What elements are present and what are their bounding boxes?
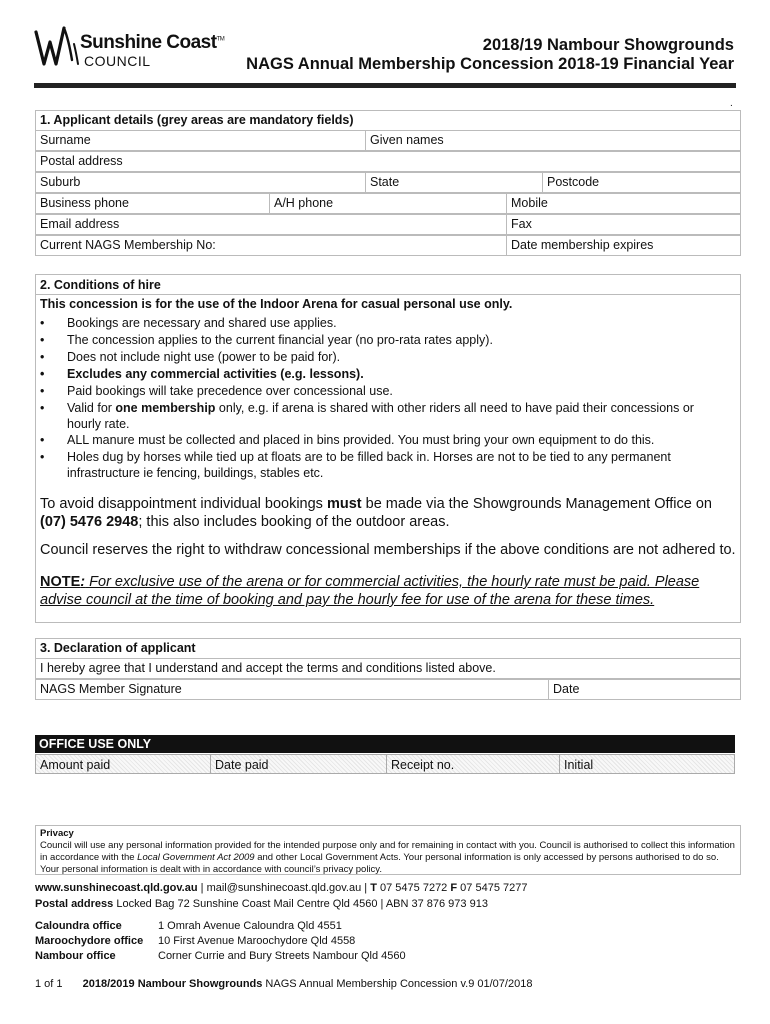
business-phone-field[interactable]: Business phone — [40, 196, 129, 210]
office-use-title: OFFICE USE ONLY — [35, 735, 735, 753]
abn-text: ABN 37 876 973 913 — [385, 898, 488, 910]
postcode-field[interactable]: Postcode — [542, 173, 740, 192]
office-nambour: Nambour office Corner Currie and Bury Streets Nambour Qld 4560 — [35, 950, 406, 962]
section3-title: 3. Declaration of applicant — [40, 641, 196, 655]
office-use-section — [35, 735, 735, 774]
membership-no-field[interactable]: Current NAGS Membership No: — [40, 238, 216, 252]
suburb-field[interactable]: Suburb — [40, 175, 81, 189]
council-logo — [34, 24, 234, 74]
header-divider — [34, 83, 736, 88]
conditions-lead: This concession is for the use of the Indoor Arena for casual personal use only. — [40, 297, 513, 311]
declaration-date-field[interactable]: Date — [548, 680, 740, 699]
privacy-box — [35, 825, 741, 875]
amount-paid-field[interactable]: Amount paid — [35, 754, 211, 774]
stray-dot: . — [730, 98, 733, 109]
receipt-no-field[interactable]: Receipt no. — [386, 754, 560, 774]
logo-sub-text: COUNCIL — [84, 53, 151, 69]
row-postal — [35, 151, 741, 172]
page-title: 2018/19 Nambour Showgrounds — [482, 36, 734, 54]
row-agree — [35, 658, 741, 679]
conditions-section: 2. Conditions of hire This concession is for the use of the Indoor Arena for casual personal use only. • Bookings are necessary and shared use applies. • The concession applies to the current financial year (no pro-rata rates apply). • Does not include night use (power to be paid for). • Excludes any commercial activities (e.g. lessons). • Paid bookings will take precedence over concessional use. • Valid for one membership only, e.g. if arena is shared with other riders all need to have paid their concessions or hourly rate. • ALL manure must be collected and placed in bins provided. You must bring your own equipment to do this. • Holes dug by horses while tied up at floats are to be filled back in. Horses are not to be tied to any permanent infrastructure ie fencing, buildings, stables etc. To avoid disappointment individual bookings must be made via the Showgrounds Management Office on (07) 5476 2948; this also includes booking of the outdoor areas. Council reserves the right to withdraw concessional memberships if the above conditions are not adhered to. NOTE: For exclusive use of the arena or for commercial activities, the hourly rate must be paid. Please advise council at the time of booking and pay the hourly fee for use of the arena for these times. — [35, 274, 741, 623]
section1-header — [35, 110, 741, 131]
signature-field[interactable]: NAGS Member Signature — [40, 682, 182, 696]
date-paid-field[interactable]: Date paid — [210, 754, 387, 774]
row-phones — [35, 193, 741, 214]
ah-phone-field[interactable]: A/H phone — [269, 194, 507, 213]
website-link[interactable]: www.sunshinecoast.qld.gov.au — [35, 882, 198, 894]
row-signature — [35, 679, 741, 700]
given-names-field[interactable]: Given names — [365, 131, 741, 150]
row-email — [35, 214, 741, 235]
office-maroochydore: Maroochydore office 10 First Avenue Maroochydore Qld 4558 — [35, 935, 356, 947]
fax-field[interactable]: Fax — [506, 215, 740, 234]
row-names — [35, 130, 741, 151]
membership-expires-field[interactable]: Date membership expires — [506, 236, 740, 255]
note-paragraph: NOTE: For exclusive use of the arena or for commercial activities, the hourly rate must be paid. Please advise council at the time of booking and pay the hourly fee for use of the arena for these times. — [40, 574, 700, 608]
section3-header — [35, 638, 741, 659]
postal-line: Postal address Locked Bag 72 Sunshine Coast Mail Centre Qld 4560 | ABN 37 876 973 913 — [35, 898, 488, 910]
email-link[interactable]: mail@sunshinecoast.qld.gov.au — [206, 882, 362, 894]
initial-field[interactable]: Initial — [559, 754, 735, 774]
page-number: 1 of 1 — [35, 978, 63, 990]
logo-brand-text: Sunshine Coast™ — [80, 32, 225, 53]
email-field[interactable]: Email address — [40, 217, 120, 231]
booking-paragraph: To avoid disappointment individual bookings must be made via the Showgrounds Management Office on (07) 5476 2948; this also includes booking of the outdoor areas. — [40, 496, 712, 530]
privacy-title: Privacy — [40, 828, 74, 839]
logo-mark-icon — [34, 24, 82, 70]
surname-field[interactable]: Surname — [40, 133, 91, 147]
fax-number: 07 5475 7277 — [460, 882, 528, 894]
section2-title: 2. Conditions of hire — [36, 275, 740, 295]
page-footer: 1 of 1 2018/2019 Nambour Showgrounds NAGS Annual Membership Concession v.9 01/07/2018 — [35, 978, 533, 990]
section1-title: 1. Applicant details (grey areas are mandatory fields) — [40, 113, 354, 127]
privacy-text: Council will use any personal information provided for the intended purpose only and for remaining in contact with you. Council is authorised to collect this information in accordance with the Local Government Act 2009 and other Local Government Acts. Your personal information is only accessed by persons authorised to do so. Your personal information is dealt with in accordance with council’s privacy policy. — [40, 840, 735, 875]
agreement-text: I hereby agree that I understand and accept the terms and conditions listed above. — [40, 661, 496, 675]
state-field[interactable]: State — [365, 173, 543, 192]
row-suburb — [35, 172, 741, 193]
phone-number: 07 5475 7272 — [380, 882, 448, 894]
page-subtitle: NAGS Annual Membership Concession 2018-19 Financial Year — [246, 55, 734, 73]
office-caloundra: Caloundra office 1 Omrah Avenue Caloundra Qld 4551 — [35, 920, 342, 932]
row-membership — [35, 235, 741, 256]
contact-line: www.sunshinecoast.qld.gov.au | mail@sunshinecoast.qld.gov.au | T 07 5475 7272 F 07 5475 7277 — [35, 882, 528, 894]
mobile-field[interactable]: Mobile — [506, 194, 740, 213]
postal-address-field[interactable]: Postal address — [40, 154, 123, 168]
withdraw-paragraph: Council reserves the right to withdraw concessional memberships if the above conditions are not adhered to. — [40, 542, 736, 558]
